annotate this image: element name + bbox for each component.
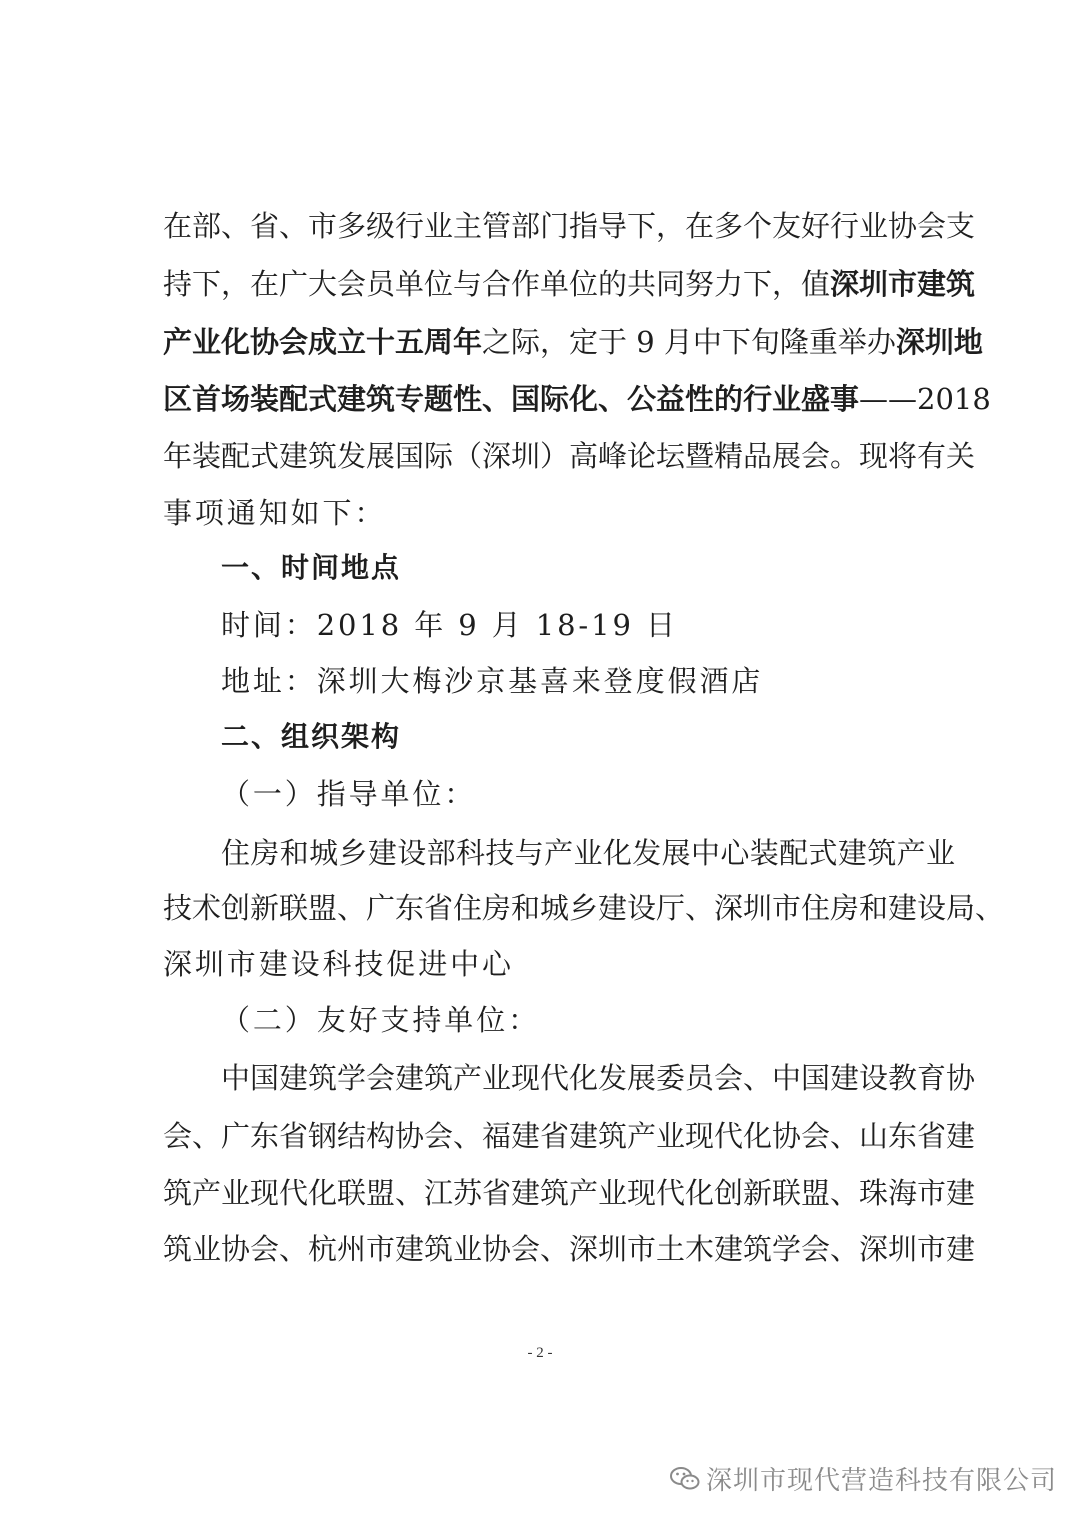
paragraph-line: 在部、省、市多级行业主管部门指导下，在多个友好行业协会支 <box>163 209 976 243</box>
watermark-text: 深圳市现代营造科技有限公司 <box>706 1466 1058 1496</box>
paragraph-line: 会、广东省钢结构协会、福建省建筑产业现代化协会、山东省建 <box>163 1119 976 1153</box>
paragraph-line: 技术创新联盟、广东省住房和城乡建设厅、深圳市住房和建设局、 <box>163 891 1005 925</box>
text-run: 之际，定于 9 月中下旬隆重举办 <box>482 325 896 359</box>
paragraph-line: 中国建筑学会建筑产业现代化发展委员会、中国建设教育协 <box>221 1061 976 1095</box>
bold-text-run: 区首场装配式建筑专题性、国际化、公益性的行业盛事 <box>163 382 860 416</box>
page-number: - 2 - <box>527 1345 553 1361</box>
paragraph-line: 筑业协会、杭州市建筑业协会、深圳市土木建筑学会、深圳市建 <box>163 1232 976 1266</box>
text-run: ——2018 <box>859 382 991 416</box>
paragraph-line <box>163 264 976 304</box>
section-heading: 二、组织架构 <box>221 720 402 753</box>
paragraph-line: 住房和城乡建设部科技与产业化发展中心装配式建筑产业 <box>221 836 955 870</box>
text-run: 持下，在广大会员单位与合作单位的共同努力下，值 <box>163 267 831 301</box>
bold-text-run: 深圳地 <box>895 325 983 359</box>
paragraph-line <box>163 322 983 362</box>
paragraph-line: 年装配式建筑发展国际（深圳）高峰论坛暨精品展会。现将有关 <box>163 439 976 473</box>
subsection-title: （一）指导单位： <box>221 777 477 811</box>
paragraph-line: 筑产业现代化联盟、江苏省建筑产业现代化创新联盟、珠海市建 <box>163 1176 976 1210</box>
address-line: 地址：深圳大梅沙京基喜来登度假酒店 <box>221 664 764 698</box>
section-heading: 一、时间地点 <box>221 551 402 584</box>
subsection-title: （二）友好支持单位： <box>221 1003 541 1037</box>
bold-text-run: 深圳市建筑 <box>830 267 976 301</box>
wechat-icon <box>670 1466 700 1492</box>
time-line: 时间：2018 年 9 月 18-19 日 <box>221 608 678 642</box>
paragraph-line <box>163 379 991 419</box>
bold-text-run: 产业化协会成立十五周年 <box>163 325 483 359</box>
paragraph-line: 深圳市建设科技促进中心 <box>163 947 514 981</box>
paragraph-line: 事项通知如下： <box>163 496 387 530</box>
watermark <box>670 1460 1057 1497</box>
